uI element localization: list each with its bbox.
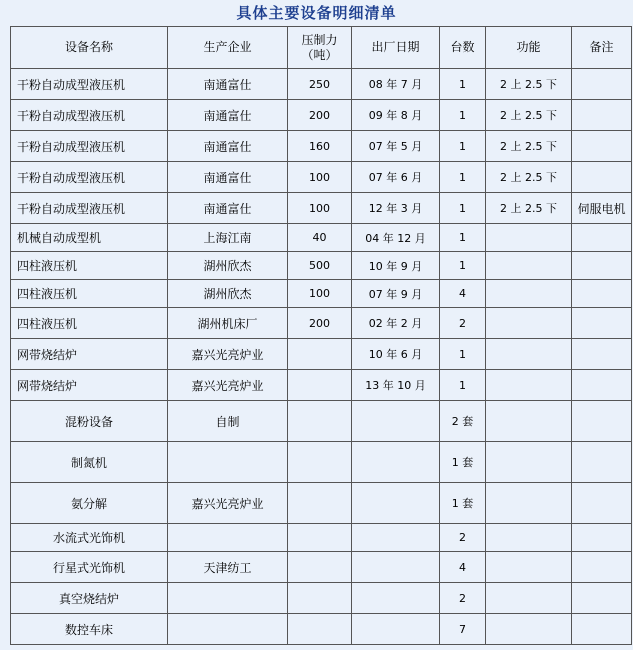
row-force-cell: 100 <box>288 162 352 193</box>
header-cell-date: 出厂日期 <box>352 27 440 69</box>
row-force-cell: 500 <box>288 252 352 280</box>
row-date-cell <box>352 483 440 524</box>
row-qty-cell: 1 套 <box>440 483 486 524</box>
row-date-cell: 13 年 10 月 <box>352 370 440 401</box>
table-row <box>11 100 632 131</box>
row-name-cell: 真空烧结炉 <box>11 583 168 614</box>
row-function-cell: 2 上 2.5 下 <box>486 193 572 224</box>
row-note-cell <box>572 280 632 308</box>
row-date-cell <box>352 524 440 552</box>
row-qty-cell: 4 <box>440 552 486 583</box>
row-function-cell <box>486 583 572 614</box>
row-maker-cell: 湖州机床厂 <box>168 308 288 339</box>
row-force-cell <box>288 339 352 370</box>
row-maker-cell: 湖州欣杰 <box>168 280 288 308</box>
row-name-cell: 网带烧结炉 <box>11 339 168 370</box>
row-function-cell <box>486 252 572 280</box>
row-maker-cell: 湖州欣杰 <box>168 252 288 280</box>
row-name-cell: 混粉设备 <box>11 401 168 442</box>
row-force-cell: 100 <box>288 193 352 224</box>
row-note-cell: 伺服电机 <box>572 193 632 224</box>
row-maker-cell: 南通富仕 <box>168 193 288 224</box>
row-qty-cell: 1 <box>440 252 486 280</box>
row-function-cell <box>486 401 572 442</box>
row-note-cell <box>572 252 632 280</box>
row-name-cell: 机械自动成型机 <box>11 224 168 252</box>
header-cell-name: 设备名称 <box>11 27 168 69</box>
row-date-cell: 07 年 5 月 <box>352 131 440 162</box>
row-date-cell <box>352 442 440 483</box>
table-row <box>11 339 632 370</box>
row-name-cell: 制氮机 <box>11 442 168 483</box>
row-note-cell <box>572 401 632 442</box>
row-qty-cell: 1 <box>440 131 486 162</box>
row-maker-cell <box>168 442 288 483</box>
row-force-cell: 40 <box>288 224 352 252</box>
row-function-cell <box>486 442 572 483</box>
table-row <box>11 252 632 280</box>
row-name-cell: 四柱液压机 <box>11 308 168 339</box>
row-force-cell <box>288 614 352 645</box>
header-force-line1: 压制力 <box>301 32 338 47</box>
row-name-cell: 四柱液压机 <box>11 280 168 308</box>
row-date-cell <box>352 552 440 583</box>
row-date-cell: 10 年 9 月 <box>352 252 440 280</box>
table-row <box>11 552 632 583</box>
row-date-cell: 07 年 6 月 <box>352 162 440 193</box>
row-note-cell <box>572 524 632 552</box>
row-note-cell <box>572 442 632 483</box>
row-qty-cell: 4 <box>440 280 486 308</box>
row-date-cell: 04 年 12 月 <box>352 224 440 252</box>
row-date-cell: 12 年 3 月 <box>352 193 440 224</box>
header-cell-force <box>288 27 352 69</box>
row-note-cell <box>572 100 632 131</box>
table-row <box>11 524 632 552</box>
table-row <box>11 483 632 524</box>
row-qty-cell: 1 套 <box>440 442 486 483</box>
row-force-cell: 200 <box>288 308 352 339</box>
row-function-cell <box>486 614 572 645</box>
row-function-cell <box>486 339 572 370</box>
row-force-cell: 200 <box>288 100 352 131</box>
row-name-cell: 网带烧结炉 <box>11 370 168 401</box>
row-function-cell <box>486 552 572 583</box>
table-row <box>11 401 632 442</box>
table-row <box>11 583 632 614</box>
row-qty-cell: 2 <box>440 583 486 614</box>
header-force-line2: （吨） <box>301 47 338 62</box>
row-function-cell <box>486 224 572 252</box>
row-name-cell: 干粉自动成型液压机 <box>11 100 168 131</box>
row-force-cell: 250 <box>288 69 352 100</box>
row-force-cell: 100 <box>288 280 352 308</box>
row-name-cell: 四柱液压机 <box>11 252 168 280</box>
row-note-cell <box>572 339 632 370</box>
row-note-cell <box>572 69 632 100</box>
row-function-cell <box>486 524 572 552</box>
header-cell-qty: 台数 <box>440 27 486 69</box>
header-cell-maker: 生产企业 <box>168 27 288 69</box>
header-cell-note: 备注 <box>572 27 632 69</box>
table-row <box>11 193 632 224</box>
row-note-cell <box>572 370 632 401</box>
row-force-cell <box>288 401 352 442</box>
row-force-cell: 160 <box>288 131 352 162</box>
row-name-cell: 干粉自动成型液压机 <box>11 162 168 193</box>
row-note-cell <box>572 131 632 162</box>
table-title: 具体主要设备明细清单 <box>236 4 397 22</box>
row-function-cell <box>486 308 572 339</box>
row-maker-cell: 南通富仕 <box>168 100 288 131</box>
row-note-cell <box>572 552 632 583</box>
row-date-cell: 10 年 6 月 <box>352 339 440 370</box>
row-force-cell <box>288 370 352 401</box>
table-row <box>11 162 632 193</box>
row-maker-cell: 上海江南 <box>168 224 288 252</box>
row-maker-cell: 嘉兴光亮炉业 <box>168 339 288 370</box>
row-qty-cell: 1 <box>440 224 486 252</box>
row-name-cell: 行星式光饰机 <box>11 552 168 583</box>
row-date-cell <box>352 583 440 614</box>
row-function-cell: 2 上 2.5 下 <box>486 131 572 162</box>
row-name-cell: 氨分解 <box>11 483 168 524</box>
row-note-cell <box>572 162 632 193</box>
row-note-cell <box>572 583 632 614</box>
header-row <box>11 27 632 69</box>
row-qty-cell: 1 <box>440 193 486 224</box>
row-force-cell <box>288 552 352 583</box>
table-row <box>11 280 632 308</box>
row-force-cell <box>288 583 352 614</box>
row-qty-cell: 2 <box>440 308 486 339</box>
row-date-cell: 08 年 7 月 <box>352 69 440 100</box>
row-qty-cell: 2 <box>440 524 486 552</box>
row-date-cell <box>352 614 440 645</box>
table-row <box>11 614 632 645</box>
row-maker-cell <box>168 583 288 614</box>
row-qty-cell: 1 <box>440 69 486 100</box>
row-maker-cell: 南通富仕 <box>168 131 288 162</box>
row-date-cell: 02 年 2 月 <box>352 308 440 339</box>
row-note-cell <box>572 483 632 524</box>
row-qty-cell: 1 <box>440 370 486 401</box>
row-name-cell: 水流式光饰机 <box>11 524 168 552</box>
row-qty-cell: 1 <box>440 100 486 131</box>
header-cell-function: 功能 <box>486 27 572 69</box>
row-maker-cell: 自制 <box>168 401 288 442</box>
row-function-cell <box>486 280 572 308</box>
table-row <box>11 131 632 162</box>
row-qty-cell: 1 <box>440 339 486 370</box>
row-maker-cell: 嘉兴光亮炉业 <box>168 483 288 524</box>
row-qty-cell: 7 <box>440 614 486 645</box>
table-row <box>11 308 632 339</box>
equipment-table <box>10 26 632 645</box>
table-row <box>11 224 632 252</box>
row-function-cell: 2 上 2.5 下 <box>486 162 572 193</box>
row-force-cell <box>288 483 352 524</box>
table-row <box>11 69 632 100</box>
row-maker-cell <box>168 614 288 645</box>
row-date-cell: 09 年 8 月 <box>352 100 440 131</box>
row-maker-cell: 嘉兴光亮炉业 <box>168 370 288 401</box>
row-function-cell <box>486 370 572 401</box>
row-name-cell: 数控车床 <box>11 614 168 645</box>
row-note-cell <box>572 224 632 252</box>
row-function-cell: 2 上 2.5 下 <box>486 100 572 131</box>
table-row <box>11 370 632 401</box>
row-qty-cell: 2 套 <box>440 401 486 442</box>
row-date-cell <box>352 401 440 442</box>
row-name-cell: 干粉自动成型液压机 <box>11 69 168 100</box>
table-row <box>11 442 632 483</box>
row-force-cell <box>288 442 352 483</box>
row-function-cell: 2 上 2.5 下 <box>486 69 572 100</box>
row-note-cell <box>572 614 632 645</box>
row-maker-cell: 南通富仕 <box>168 162 288 193</box>
row-maker-cell: 天津纺工 <box>168 552 288 583</box>
row-force-cell <box>288 524 352 552</box>
row-maker-cell: 南通富仕 <box>168 69 288 100</box>
row-qty-cell: 1 <box>440 162 486 193</box>
row-name-cell: 干粉自动成型液压机 <box>11 131 168 162</box>
row-name-cell: 干粉自动成型液压机 <box>11 193 168 224</box>
row-note-cell <box>572 308 632 339</box>
row-date-cell: 07 年 9 月 <box>352 280 440 308</box>
row-maker-cell <box>168 524 288 552</box>
row-function-cell <box>486 483 572 524</box>
